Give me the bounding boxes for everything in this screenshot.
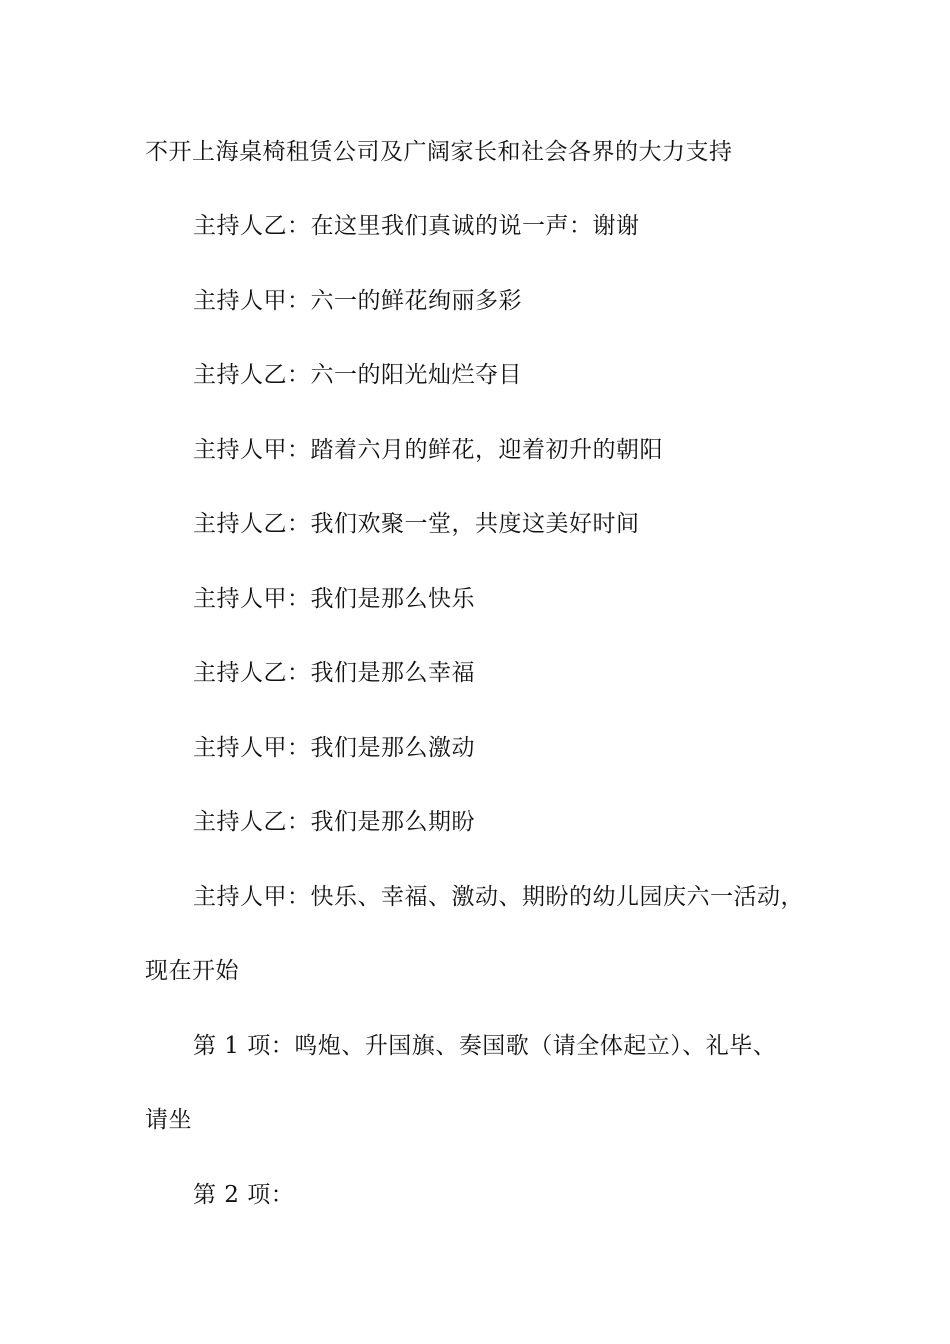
paragraph-line: 主持人甲：六一的鲜花绚丽多彩	[193, 288, 522, 314]
paragraph-line: 现在开始	[145, 958, 239, 984]
paragraph-line: 请坐	[145, 1107, 192, 1133]
paragraph-line: 第 1 项：鸣炮、升国旗、奏国歌（请全体起立）、礼毕、	[193, 1033, 777, 1059]
paragraph-line: 主持人乙：我们是那么期盼	[193, 809, 475, 835]
paragraph-line: 主持人乙：在这里我们真诚的说一声：谢谢	[193, 213, 640, 239]
paragraph-line: 主持人甲：快乐、幸福、激动、期盼的幼儿园庆六一活动，	[193, 884, 804, 910]
paragraph-line: 主持人甲：我们是那么快乐	[193, 586, 475, 612]
paragraph-line: 不开上海桌椅租赁公司及广阔家长和社会各界的大力支持	[145, 139, 733, 165]
paragraph-line: 主持人乙：我们欢聚一堂，共度这美好时间	[193, 511, 640, 537]
paragraph-line: 主持人乙：六一的阳光灿烂夺目	[193, 362, 522, 388]
paragraph-line: 第 2 项：	[193, 1182, 295, 1208]
paragraph-line: 主持人甲：我们是那么激动	[193, 735, 475, 761]
paragraph-line: 主持人甲：踏着六月的鲜花，迎着初升的朝阳	[193, 437, 663, 463]
paragraph-line: 主持人乙：我们是那么幸福	[193, 660, 475, 686]
